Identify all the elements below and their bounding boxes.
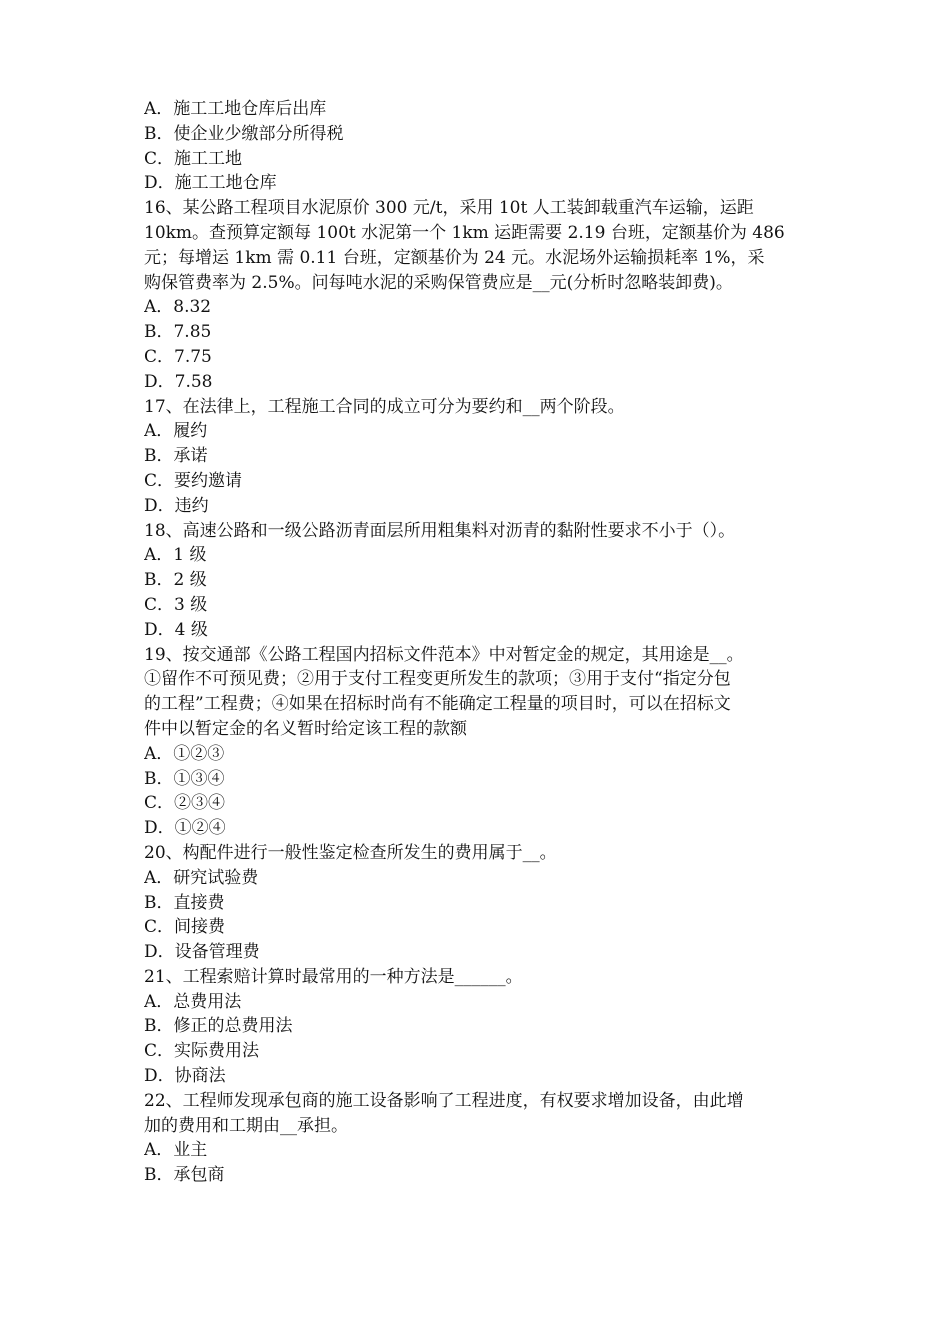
question-text [144, 841, 812, 866]
answer-option: C．②③④ [144, 793, 226, 814]
question-line: 元；每增运 1km 需 0.11 台班，定额基价为 24 元。水泥场外运输损耗率 1%，采 [144, 247, 765, 268]
answer-option: B．7.85 [144, 322, 212, 343]
question-text [144, 1089, 812, 1139]
question-line: 21、工程索赔计算时最常用的一种方法是______。 [144, 966, 523, 987]
question-text [144, 965, 812, 990]
answer-option: B．直接费 [144, 892, 225, 913]
answer-option: D．施工工地仓库 [144, 173, 277, 194]
question-line: 17、在法律上，工程施工合同的成立可分为要约和__两个阶段。 [144, 396, 625, 417]
document-page [144, 97, 812, 1188]
question-text [144, 643, 812, 742]
answer-option: A．业主 [144, 1140, 208, 1161]
question-line: 22、工程师发现承包商的施工设备影响了工程进度，有权要求增加设备，由此增 [144, 1090, 744, 1111]
answer-option: A．研究试验费 [144, 867, 259, 888]
question-text [144, 519, 812, 544]
answer-option: B．承包商 [144, 1165, 225, 1186]
answer-option: C．要约邀请 [144, 470, 243, 491]
question-line: 19、按交通部《公路工程国内招标文件范本》中对暂定金的规定，其用途是__。 [144, 644, 744, 665]
answer-option: A．①②③ [144, 743, 225, 764]
answer-option: A．8.32 [144, 297, 212, 318]
answer-option: B．承诺 [144, 446, 208, 467]
question-line: 购保管费率为 2.5%。问每吨水泥的采购保管费应是__元(分析时忽略装卸费)。 [144, 272, 733, 293]
question-line: 的工程”工程费；④如果在招标时尚有不能确定工程量的项目时，可以在招标文 [144, 694, 731, 715]
answer-option: B．①③④ [144, 768, 225, 789]
question-text [144, 196, 812, 295]
answer-option: C．实际费用法 [144, 1041, 260, 1062]
answer-option: C．间接费 [144, 917, 226, 938]
answer-option: D．4 级 [144, 619, 208, 640]
answer-option: D．7.58 [144, 371, 213, 392]
answer-option: C．7.75 [144, 346, 212, 367]
question-line: 20、构配件进行一般性鉴定检查所发生的费用属于__。 [144, 842, 557, 863]
question-text [144, 395, 812, 420]
answer-option: D．违约 [144, 495, 209, 516]
answer-option: A．履约 [144, 421, 208, 442]
answer-option: D．协商法 [144, 1066, 226, 1087]
answer-option: B．使企业少缴部分所得税 [144, 123, 344, 144]
question-line: ①留作不可预见费；②用于支付工程变更所发生的款项；③用于支付“指定分包 [144, 669, 731, 690]
question-line: 10km。查预算定额每 100t 水泥第一个 1km 运距需要 2.19 台班，定额基价为 486 [144, 222, 785, 243]
answer-option: A．1 级 [144, 545, 207, 566]
answer-option: C．3 级 [144, 594, 208, 615]
question-line: 件中以暂定金的名义暂时给定该工程的款额 [144, 718, 467, 739]
answer-option: A．总费用法 [144, 991, 242, 1012]
answer-option: B．修正的总费用法 [144, 1016, 293, 1037]
answer-option: C．施工工地 [144, 148, 243, 169]
answer-option: D．①②④ [144, 818, 226, 839]
question-line: 加的费用和工期由__承担。 [144, 1115, 348, 1136]
question-line: 18、高速公路和一级公路沥青面层所用粗集料对沥青的黏附性要求不小于（）。 [144, 520, 736, 541]
question-line: 16、某公路工程项目水泥原价 300 元/t，采用 10t 人工装卸载重汽车运输，运距 [144, 198, 754, 219]
answer-option: D．设备管理费 [144, 942, 260, 963]
answer-option: B．2 级 [144, 570, 207, 591]
answer-option: A．施工工地仓库后出库 [144, 99, 327, 119]
